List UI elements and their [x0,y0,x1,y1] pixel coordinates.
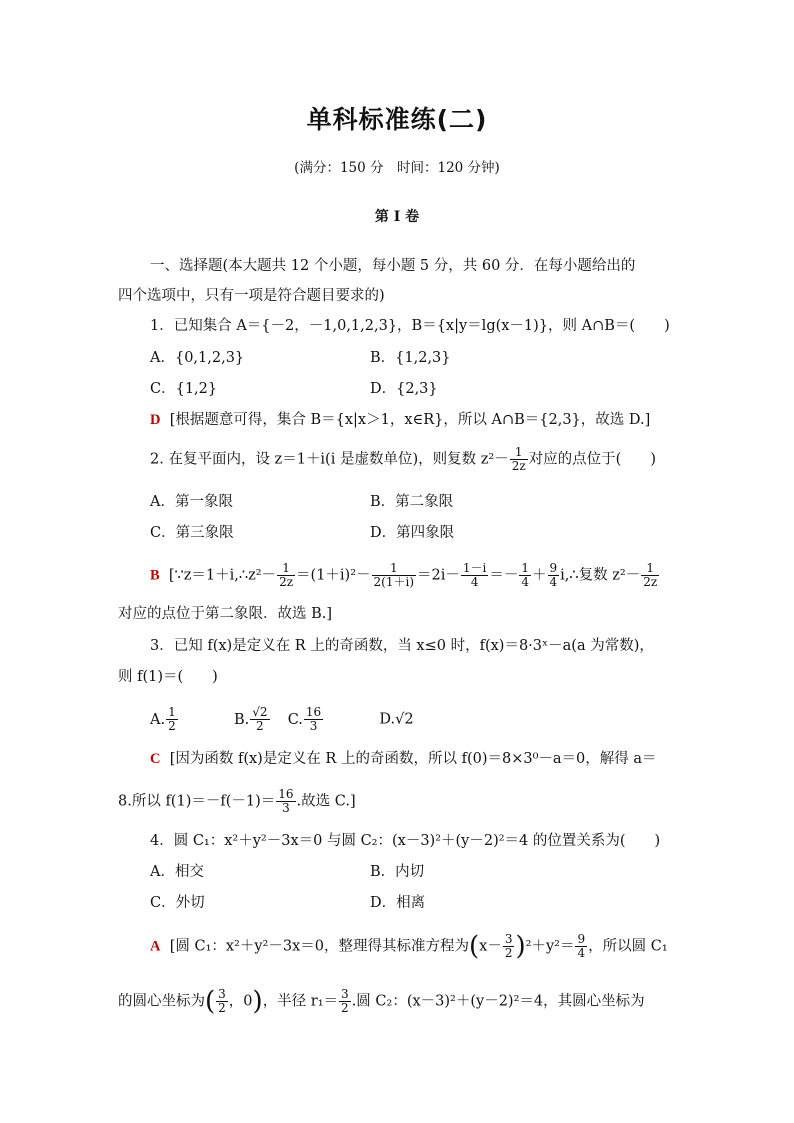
q4-explanation-cont [118,988,645,1015]
question-3-stem: 3．已知 f(x)是定义在 R 上的奇函数，当 x≤0 时，f(x)＝8·3ˣ－a(a 为常数)， [150,638,654,654]
frac-num: 1 [510,446,528,460]
q2-fraction [510,446,528,473]
frac-num: 1 [168,705,176,719]
q4-option-c: C．外切 [150,895,205,911]
q3-option-a [150,705,179,733]
paren-open: ( [205,986,216,1017]
frac-num: 1 [372,562,416,576]
frac-den: 2 [168,719,176,733]
q4-exp-part: [圆 C₁：x²＋y²－3x＝0，整理得其标准方程为 [169,938,469,955]
q2-option-a: A．第一象限 [150,494,233,510]
q3-exp-frac [276,788,295,815]
frac-num: 1－i [462,561,487,575]
q4-option-a: A．相交 [150,864,204,880]
q3-option-d: D.√2 [379,711,414,728]
q1-option-d: D．{2,3} [370,381,438,397]
q4-option-b: B．内切 [370,864,425,880]
exam-info: (满分：150 分 时间：120 分钟) [294,160,500,176]
frac-num: 9 [577,932,586,946]
frac-num: 3 [341,987,349,1001]
paren-open: ( [469,931,480,962]
q2-exp-frac [372,562,416,589]
frac-den: 2z [279,575,294,589]
frac-den: 2 [218,1001,226,1015]
page-title: 单科标准练(二) [306,105,488,134]
frac-den: 3 [309,719,318,733]
frac-num: √2 [252,705,268,719]
frac-den: 4 [470,575,479,589]
q3-option-b [233,705,271,733]
q2-exp-part: ＋ [532,567,547,584]
frac-den: 2z [511,459,526,473]
frac-den: 4 [521,575,530,589]
q2-exp-frac [461,562,488,589]
section-intro: 一、选择题(本大题共 12 个小题，每小题 5 分，共 60 分．在每小题给出的 [150,258,636,274]
opt-label: A. [150,711,166,728]
q2-exp-frac [519,562,531,589]
q4-exp-part: .圆 C₂：(x－3)²＋(y－2)²＝4，其圆心坐标为 [351,993,645,1010]
q2-exp-frac [548,562,560,589]
opt-label: B. [233,711,250,728]
frac-num: 1 [641,562,659,576]
frac-den: 3 [282,801,290,815]
q2-answer-letter: B [150,567,160,584]
section-intro-cont: 四个选项中，只有一项是符合题目要求的) [118,288,385,304]
frac-den: 2 [341,1001,349,1015]
q2-explanation-cont: 对应的点位于第二象限．故选 B.] [118,606,333,622]
question-3-stem-cont: 则 f(1)＝( ) [118,669,218,685]
q3-answer [150,749,657,769]
q1-option-b: B．{1,2,3} [370,350,451,366]
volume-heading: 第 I 卷 [374,209,420,225]
q4-exp-part: ，0 [228,993,253,1010]
frac-den: 2 [256,719,264,733]
q2-exp-frac [277,562,295,589]
frac-num: 3 [504,932,513,946]
frac-den: 2z [643,575,658,589]
q3-exp-part: .故选 C.] [296,793,356,810]
paren-close: ) [515,931,526,962]
q3-options [150,706,414,733]
question-4-stem: 4．圆 C₁：x²＋y²－3x＝0 与圆 C₂：(x－3)²＋(y－2)²＝4 的位置关系为( ) [150,833,661,849]
q2-answer [150,562,660,589]
q4-exp-part: ²＋y²＝ [525,938,575,955]
question-1-stem: 1．已知集合 A＝{－2，－1,0,1,2,3}，B＝{x|y＝lg(x－1)}，则 A∩B＝( ) [150,318,670,334]
frac-den: 2(1＋i) [373,575,415,589]
q2-exp-part: ＝2i－ [417,567,460,584]
q2-stem-text-end: 对应的点位于( ) [528,451,656,468]
frac-num: 3 [218,987,226,1001]
q1-explanation: [根据题意可得，集合 B＝{x|x＞1，x∈R}，所以 A∩B＝{2,3}，故选 D.] [169,412,651,428]
q4-exp-part: 的圆心坐标为 [118,993,205,1010]
q4-exp-part: x－ [479,938,502,955]
frac-den: 2 [504,946,513,960]
q2-option-b: B．第二象限 [370,494,454,510]
q2-option-d: D．第四象限 [370,525,455,541]
q2-exp-part: i,∴复数 z²－ [560,567,641,584]
q4-answer-letter: A [150,938,161,955]
q3-option-c [287,705,324,733]
q1-answer [150,410,650,430]
q4-exp-part: ，所以圆 C₁ [588,938,668,955]
frac-den: 4 [577,946,586,960]
frac-num: 16 [278,787,294,801]
q2-exp-part: ＝(1＋i)²－ [296,567,371,584]
frac-num: 1 [277,562,295,576]
q2-option-c: C．第三象限 [150,525,234,541]
q1-option-a: A．{0,1,2,3} [150,350,245,366]
q4-answer [150,933,668,960]
frac-den: 4 [549,575,558,589]
q1-option-c: C．{1,2} [150,381,218,397]
q4-option-d: D．相离 [370,895,426,911]
q3-explanation: [因为函数 f(x)是定义在 R 上的奇函数，所以 f(0)＝8×3⁰－a＝0，解得 a＝ [169,751,657,767]
frac-num: 9 [549,561,558,575]
q2-exp-part: [∵z＝1＋i,∴z²－ [168,567,277,584]
q2-exp-frac [641,562,659,589]
opt-label: C. [287,711,303,728]
frac-num: 16 [305,705,322,719]
question-2-stem [150,446,656,473]
paren-close: ) [252,986,263,1017]
frac-num: 1 [521,561,530,575]
q3-answer-letter: C [150,751,161,767]
q3-explanation-cont [118,788,356,815]
q4-exp-part: ，半径 r₁＝ [262,993,339,1010]
q2-stem-text: 2. 在复平面内，设 z＝1＋i(i 是虚数单位)，则复数 z²－ [150,451,509,468]
q3-exp-part: 8.所以 f(1)＝－f(－1)＝ [118,793,276,810]
q2-exp-part: ＝－ [489,567,519,584]
q1-answer-letter: D [150,412,161,428]
